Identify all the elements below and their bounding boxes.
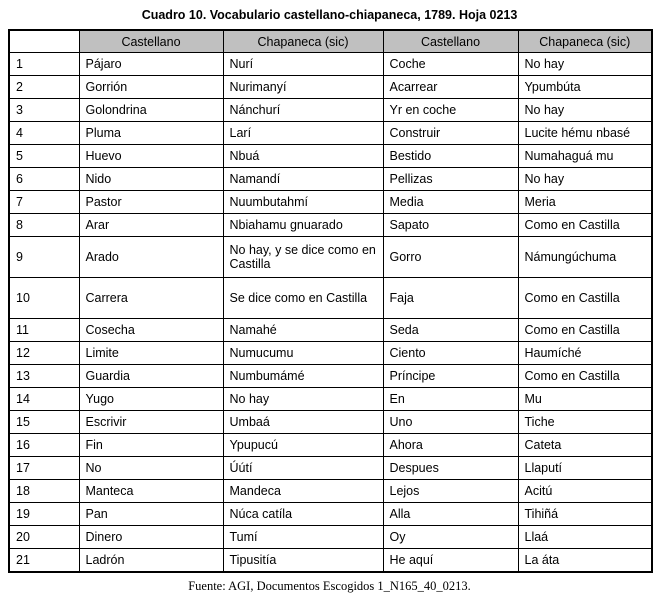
vocab-cell: Coche <box>383 53 518 76</box>
header-cell: Chapaneca (sic) <box>518 30 652 53</box>
row-number-cell: 18 <box>9 480 79 503</box>
vocab-cell: Námungúchuma <box>518 237 652 278</box>
vocab-cell: Lejos <box>383 480 518 503</box>
table-header-row <box>9 30 652 53</box>
table-title: Cuadro 10. Vocabulario castellano-chiapaneca, 1789. Hoja 0213 <box>141 8 518 22</box>
table-row <box>9 145 652 168</box>
row-number-cell: 19 <box>9 503 79 526</box>
vocab-cell: Gorro <box>383 237 518 278</box>
vocab-cell: Acitú <box>518 480 652 503</box>
vocab-cell: Mu <box>518 388 652 411</box>
row-number-cell: 4 <box>9 122 79 145</box>
row-number-cell: 15 <box>9 411 79 434</box>
vocab-table-body <box>9 53 652 573</box>
vocab-cell: Uno <box>383 411 518 434</box>
vocab-cell: Despues <box>383 457 518 480</box>
row-number-cell: 10 <box>9 278 79 319</box>
table-row <box>9 549 652 573</box>
vocab-cell: Construir <box>383 122 518 145</box>
vocab-cell: Como en Castilla <box>518 214 652 237</box>
row-number-cell: 2 <box>9 76 79 99</box>
row-number-cell: 16 <box>9 434 79 457</box>
row-number-cell: 5 <box>9 145 79 168</box>
vocab-cell: Media <box>383 191 518 214</box>
vocab-cell: Fin <box>79 434 223 457</box>
vocab-cell: Namandí <box>223 168 383 191</box>
vocab-cell: Meria <box>518 191 652 214</box>
vocab-cell: Arado <box>79 237 223 278</box>
table-row <box>9 411 652 434</box>
vocab-cell: Carrera <box>79 278 223 319</box>
table-row <box>9 278 652 319</box>
vocab-cell: Llaputí <box>518 457 652 480</box>
row-number-cell: 8 <box>9 214 79 237</box>
vocab-cell: Ypupucú <box>223 434 383 457</box>
row-number-cell: 21 <box>9 549 79 573</box>
vocab-cell: Golondrina <box>79 99 223 122</box>
table-row <box>9 503 652 526</box>
vocab-cell: Pellizas <box>383 168 518 191</box>
vocab-cell: Nido <box>79 168 223 191</box>
vocab-cell: Núca catíla <box>223 503 383 526</box>
row-number-cell: 13 <box>9 365 79 388</box>
vocab-cell: En <box>383 388 518 411</box>
vocab-cell: Yugo <box>79 388 223 411</box>
vocab-cell: Pájaro <box>79 53 223 76</box>
vocab-cell: Cateta <box>518 434 652 457</box>
table-row <box>9 76 652 99</box>
vocab-cell: Arar <box>79 214 223 237</box>
vocab-cell: Pastor <box>79 191 223 214</box>
vocab-cell: Oy <box>383 526 518 549</box>
vocab-cell: Ladrón <box>79 549 223 573</box>
vocab-cell: No hay <box>518 99 652 122</box>
header-cell: Castellano <box>79 30 223 53</box>
row-number-cell: 20 <box>9 526 79 549</box>
table-row <box>9 526 652 549</box>
vocab-cell: No hay <box>223 388 383 411</box>
header-cell: Castellano <box>383 30 518 53</box>
vocab-cell: Como en Castilla <box>518 365 652 388</box>
vocab-cell: Acarrear <box>383 76 518 99</box>
table-row <box>9 319 652 342</box>
vocab-cell: Larí <box>223 122 383 145</box>
table-row <box>9 434 652 457</box>
vocab-cell: Tipusitía <box>223 549 383 573</box>
vocab-cell: Alla <box>383 503 518 526</box>
vocab-cell: Nuumbutahmí <box>223 191 383 214</box>
source-note: Fuente: AGI, Documentos Escogidos 1_N165_40_0213. <box>188 579 471 593</box>
table-row <box>9 122 652 145</box>
vocab-cell: Tihiñá <box>518 503 652 526</box>
table-row <box>9 191 652 214</box>
vocab-cell: Bestido <box>383 145 518 168</box>
vocab-cell: Como en Castilla <box>518 319 652 342</box>
vocab-cell: Numbumámé <box>223 365 383 388</box>
vocab-cell: Dinero <box>79 526 223 549</box>
header-cell: Chapaneca (sic) <box>223 30 383 53</box>
table-row <box>9 53 652 76</box>
vocab-cell: Haumíché <box>518 342 652 365</box>
vocab-cell: Nbuá <box>223 145 383 168</box>
table-row <box>9 480 652 503</box>
vocab-cell: Como en Castilla <box>518 278 652 319</box>
row-number-cell: 11 <box>9 319 79 342</box>
vocab-cell: Ypumbúta <box>518 76 652 99</box>
vocab-cell: No hay <box>518 53 652 76</box>
header-cell-empty <box>9 30 79 53</box>
table-row <box>9 99 652 122</box>
vocab-cell: Numucumu <box>223 342 383 365</box>
table-row <box>9 168 652 191</box>
row-number-cell: 6 <box>9 168 79 191</box>
vocab-cell: Huevo <box>79 145 223 168</box>
vocab-cell: Pluma <box>79 122 223 145</box>
vocab-cell: Umbaá <box>223 411 383 434</box>
vocab-cell: Namahé <box>223 319 383 342</box>
table-row <box>9 342 652 365</box>
vocab-cell: Nbiahamu gnuarado <box>223 214 383 237</box>
row-number-cell: 12 <box>9 342 79 365</box>
vocab-cell: Escrivir <box>79 411 223 434</box>
vocab-cell: Nánchurí <box>223 99 383 122</box>
vocabulary-table <box>8 29 653 573</box>
table-row <box>9 388 652 411</box>
vocab-cell: Cosecha <box>79 319 223 342</box>
row-number-cell: 7 <box>9 191 79 214</box>
vocab-cell: Guardia <box>79 365 223 388</box>
vocab-cell: Pan <box>79 503 223 526</box>
vocab-cell: Seda <box>383 319 518 342</box>
table-row <box>9 214 652 237</box>
vocab-cell: Llaá <box>518 526 652 549</box>
vocab-cell: He aquí <box>383 549 518 573</box>
vocab-cell: Príncipe <box>383 365 518 388</box>
vocab-cell: No <box>79 457 223 480</box>
row-number-cell: 1 <box>9 53 79 76</box>
vocab-cell: Sapato <box>383 214 518 237</box>
vocab-cell: Ciento <box>383 342 518 365</box>
vocab-cell: Yr en coche <box>383 99 518 122</box>
vocab-cell: Nurí <box>223 53 383 76</box>
vocab-cell: No hay <box>518 168 652 191</box>
vocab-cell: Faja <box>383 278 518 319</box>
row-number-cell: 17 <box>9 457 79 480</box>
vocab-cell: Lucite hému nbasé <box>518 122 652 145</box>
vocab-cell: Gorrión <box>79 76 223 99</box>
table-row <box>9 237 652 278</box>
vocab-cell: Limite <box>79 342 223 365</box>
vocab-cell: Tiche <box>518 411 652 434</box>
row-number-cell: 3 <box>9 99 79 122</box>
table-row <box>9 457 652 480</box>
row-number-cell: 9 <box>9 237 79 278</box>
table-row <box>9 365 652 388</box>
vocab-cell: Nurimanyí <box>223 76 383 99</box>
row-number-cell: 14 <box>9 388 79 411</box>
vocab-cell: Mandeca <box>223 480 383 503</box>
vocab-cell: Úútí <box>223 457 383 480</box>
vocab-cell: Ahora <box>383 434 518 457</box>
vocab-cell: La áta <box>518 549 652 573</box>
vocab-cell: Tumí <box>223 526 383 549</box>
vocab-cell: Numahaguá mu <box>518 145 652 168</box>
vocab-cell: Manteca <box>79 480 223 503</box>
vocab-cell: Se dice como en Castilla <box>223 278 383 319</box>
vocab-cell: No hay, y se dice como en Castilla <box>223 237 383 278</box>
